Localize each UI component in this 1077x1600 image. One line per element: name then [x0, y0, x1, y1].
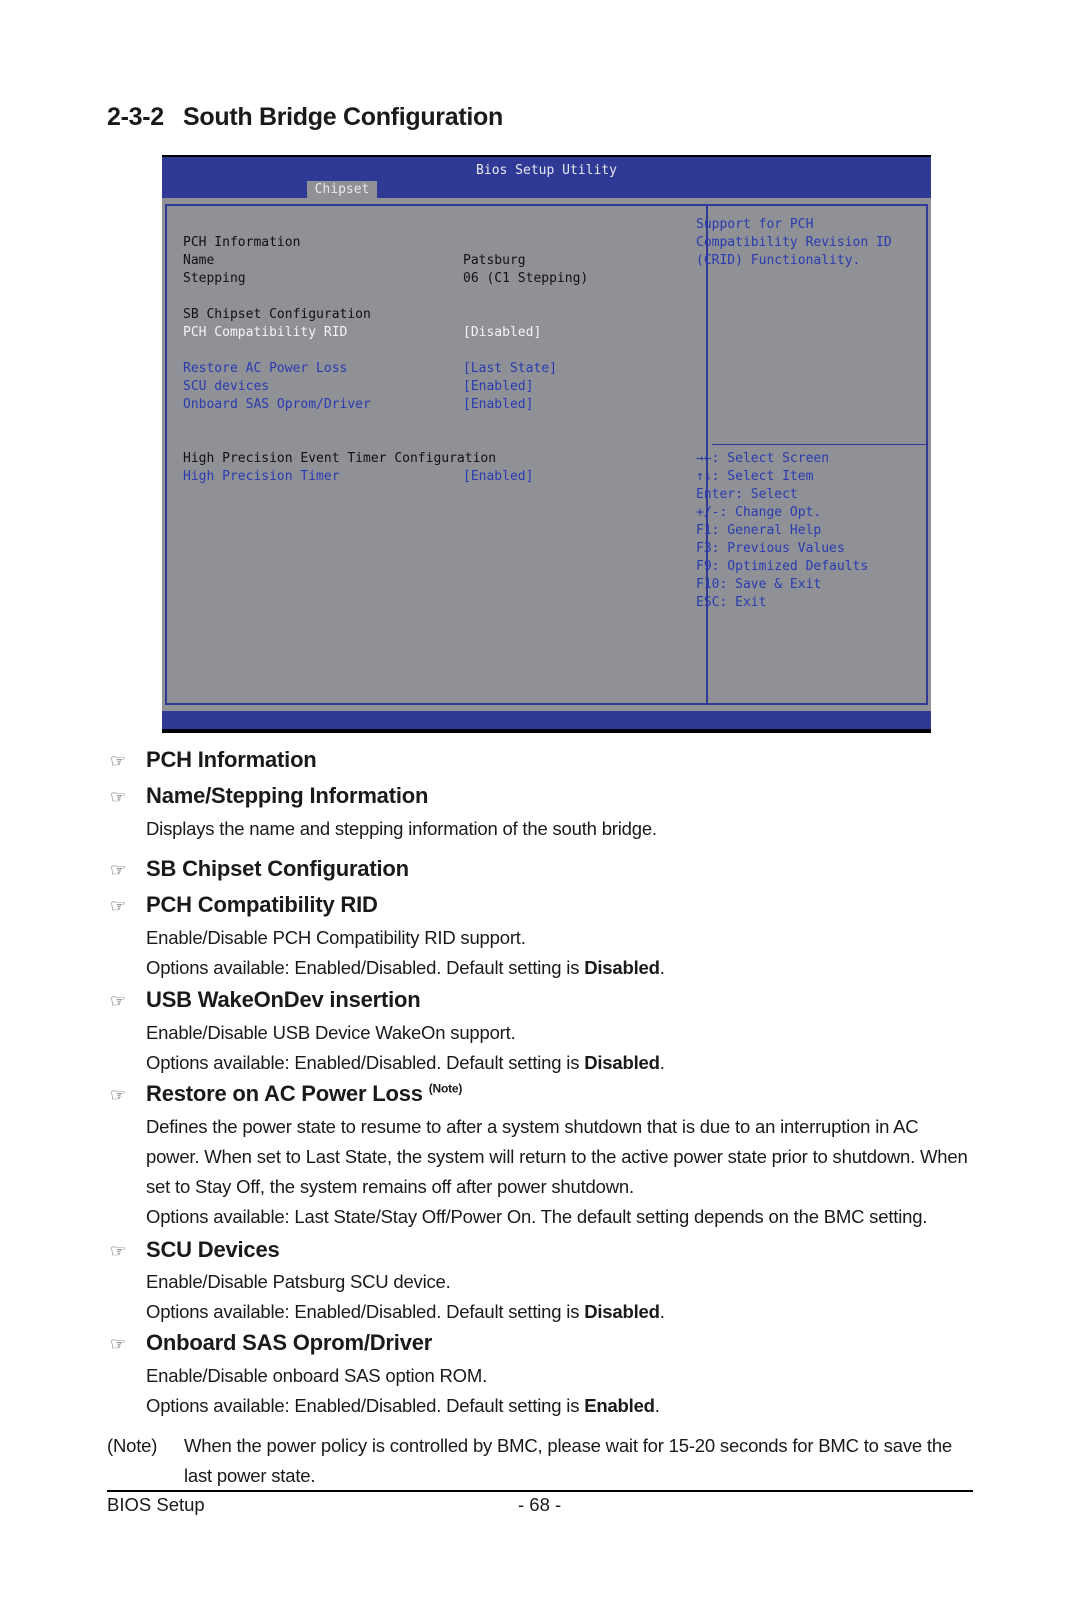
bios-key-help: F10: Save & Exit: [696, 577, 822, 592]
item-heading-sas: ☞ Onboard SAS Oprom/Driver: [110, 1330, 433, 1355]
bios-value-restore-ac[interactable]: [Last State]: [463, 361, 557, 376]
bios-value-pch-rid[interactable]: [Disabled]: [463, 325, 542, 340]
bios-footer: [162, 711, 931, 729]
bios-line-hpet[interactable]: High Precision Timer: [183, 469, 340, 484]
item-text-name-stepping: Displays the name and stepping information of the south bridge.: [146, 818, 657, 839]
bios-help-separator: [712, 444, 926, 445]
bios-key-help: →←: Select Screen: [696, 451, 830, 466]
bios-line-restore-ac[interactable]: Restore AC Power Loss: [183, 361, 348, 376]
item-options-scu: Options available: Enabled/Disabled. Default setting is Disabled.: [146, 1301, 665, 1322]
item-options-usb-wake: Options available: Enabled/Disabled. Default setting is Disabled.: [146, 1052, 665, 1073]
section-title-text: South Bridge Configuration: [183, 103, 503, 131]
bios-line-pch-info: PCH Information: [183, 235, 301, 250]
pointing-hand-icon: ☞: [110, 787, 126, 807]
pointing-hand-icon: ☞: [110, 991, 126, 1011]
bios-value-name: Patsburg: [463, 253, 526, 268]
bios-key-help: F1: General Help: [696, 523, 822, 538]
item-text-pch-rid: Enable/Disable PCH Compatibility RID support.: [146, 927, 526, 948]
page-number: - 68 -: [518, 1494, 562, 1515]
item-options-restore-ac: Options available: Last State/Stay Off/Power On. The default setting depends on the BMC setting.: [146, 1206, 928, 1227]
item-heading-pch-information: ☞ PCH Information: [110, 747, 317, 772]
item-heading-name-stepping: ☞ Name/Stepping Information: [110, 783, 429, 808]
bios-tab-chipset: Chipset: [307, 181, 377, 198]
bios-line-hpet-config: High Precision Event Timer Configuration: [183, 451, 497, 466]
item-heading-scu: ☞ SCU Devices: [110, 1237, 280, 1262]
bios-line-name: Name: [183, 253, 215, 268]
bios-key-help: F3: Previous Values: [696, 541, 845, 556]
item-heading-pch-rid: ☞ PCH Compatibility RID: [110, 892, 378, 917]
bios-line-stepping: Stepping: [183, 271, 246, 286]
note-superscript: (Note): [428, 1081, 463, 1096]
pointing-hand-icon: ☞: [110, 1085, 126, 1105]
bios-key-help: +/-: Change Opt.: [696, 505, 822, 520]
pointing-hand-icon: ☞: [110, 896, 126, 916]
bios-line-pch-rid[interactable]: PCH Compatibility RID: [183, 325, 348, 340]
bios-help-line: (CRID) Functionality.: [696, 253, 861, 268]
bios-body: [162, 198, 931, 711]
bios-key-help: ↑↓: Select Item: [696, 469, 814, 484]
item-heading-sb-chipset: ☞ SB Chipset Configuration: [110, 856, 409, 881]
bios-value-stepping: 06 (C1 Stepping): [463, 271, 589, 286]
item-text-scu: Enable/Disable Patsburg SCU device.: [146, 1271, 451, 1292]
note-text: When the power policy is controlled by BMC, please wait for 15-20 seconds for BMC to save the last power state.: [184, 1435, 953, 1486]
item-options-sas: Options available: Enabled/Disabled. Default setting is Enabled.: [146, 1395, 660, 1416]
item-text-restore-ac: Defines the power state to resume to after a system shutdown that is due to an interruption in AC power. When set to Last State, the system will return to the active power state prior to shutdown. When set to Stay Off, the system remains off after power shutdown.: [146, 1116, 968, 1197]
bios-value-scu[interactable]: [Enabled]: [463, 379, 534, 394]
bios-line-sas[interactable]: Onboard SAS Oprom/Driver: [183, 397, 371, 412]
footer-section: BIOS Setup: [107, 1494, 205, 1515]
section-number: 2-3-2: [107, 103, 164, 131]
item-heading-restore-ac: ☞ Restore on AC Power Loss $^{(Note)}$: [110, 1081, 463, 1106]
bios-help-line: Compatibility Revision ID: [696, 235, 892, 250]
bios-value-hpet[interactable]: [Enabled]: [463, 469, 534, 484]
pointing-hand-icon: ☞: [110, 1334, 126, 1354]
bios-key-help: ESC: Exit: [696, 595, 767, 610]
note-tag: (Note): [107, 1435, 158, 1456]
bios-line-sb-chipset: SB Chipset Configuration: [183, 307, 371, 322]
section-title: [107, 103, 503, 132]
pointing-hand-icon: ☞: [110, 860, 126, 880]
bios-help-line: Support for PCH: [696, 217, 814, 232]
bios-title: Bios Setup Utility: [476, 163, 617, 178]
bios-value-sas[interactable]: [Enabled]: [463, 397, 534, 412]
footer-rule: [107, 1490, 973, 1492]
pointing-hand-icon: ☞: [110, 1241, 126, 1261]
item-options-pch-rid: Options available: Enabled/Disabled. Default setting is Disabled.: [146, 957, 665, 978]
item-text-sas: Enable/Disable onboard SAS option ROM.: [146, 1365, 488, 1386]
item-heading-usb-wake: ☞ USB WakeOnDev insertion: [110, 987, 421, 1012]
bios-key-help: Enter: Select: [696, 487, 798, 502]
bios-frame: [165, 204, 928, 705]
pointing-hand-icon: ☞: [110, 751, 126, 771]
bios-screenshot: [162, 155, 931, 733]
bios-header: [162, 157, 931, 198]
item-text-usb-wake: Enable/Disable USB Device WakeOn support.: [146, 1022, 516, 1043]
bios-key-help: F9: Optimized Defaults: [696, 559, 869, 574]
bios-line-scu[interactable]: SCU devices: [183, 379, 270, 394]
